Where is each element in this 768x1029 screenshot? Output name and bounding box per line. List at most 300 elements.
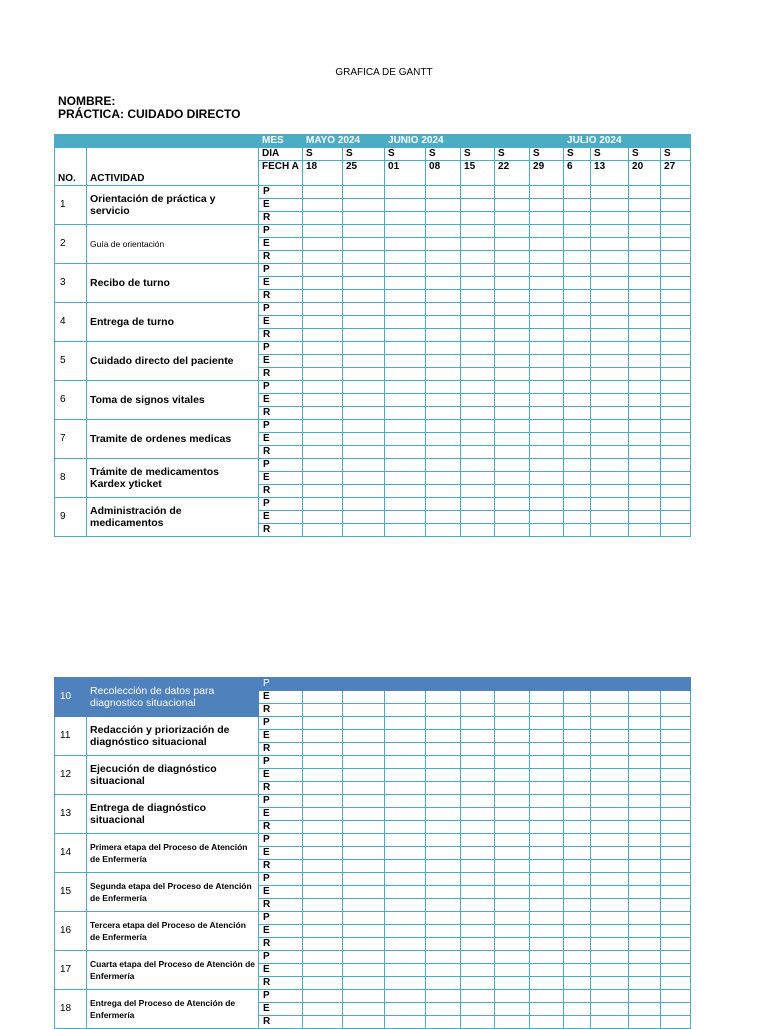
- schedule-cell: [495, 717, 530, 730]
- code-cell: P: [259, 912, 303, 925]
- date-cell: 29: [530, 161, 564, 186]
- schedule-cell: [461, 446, 495, 459]
- activity-number: 13: [55, 795, 87, 834]
- schedule-cell: [303, 472, 343, 485]
- activity-name: Recibo de turno: [87, 264, 259, 303]
- code-cell: P: [259, 678, 303, 691]
- schedule-cell: [661, 1003, 691, 1016]
- schedule-cell: [385, 407, 426, 420]
- date-cell: 01: [385, 161, 426, 186]
- code-cell: R: [259, 446, 303, 459]
- schedule-cell: [461, 990, 495, 1003]
- schedule-cell: [426, 199, 461, 212]
- activity-name: Recolección de datos para diagnostico situacional: [87, 678, 259, 717]
- schedule-cell: [385, 381, 426, 394]
- schedule-cell: [530, 316, 564, 329]
- schedule-cell: [426, 743, 461, 756]
- schedule-cell: [343, 524, 385, 537]
- schedule-cell: [591, 186, 629, 199]
- schedule-cell: [303, 407, 343, 420]
- schedule-cell: [385, 756, 426, 769]
- month-june: JUNIO 2024: [385, 135, 564, 148]
- schedule-cell: [303, 782, 343, 795]
- schedule-cell: [426, 433, 461, 446]
- activity-number: 1: [55, 186, 87, 225]
- day-cell: S: [530, 148, 564, 161]
- schedule-cell: [629, 860, 661, 873]
- schedule-cell: [564, 238, 591, 251]
- schedule-cell: [461, 808, 495, 821]
- schedule-cell: [343, 303, 385, 316]
- schedule-cell: [385, 524, 426, 537]
- activity-row: [55, 264, 691, 277]
- activity-row: [55, 381, 691, 394]
- schedule-cell: [661, 795, 691, 808]
- code-cell: E: [259, 847, 303, 860]
- schedule-cell: [530, 186, 564, 199]
- date-cell: 22: [495, 161, 530, 186]
- schedule-cell: [564, 329, 591, 342]
- schedule-cell: [343, 691, 385, 704]
- schedule-cell: [530, 782, 564, 795]
- schedule-cell: [426, 316, 461, 329]
- schedule-cell: [303, 873, 343, 886]
- schedule-cell: [426, 1003, 461, 1016]
- schedule-cell: [661, 355, 691, 368]
- schedule-cell: [564, 886, 591, 899]
- schedule-cell: [303, 186, 343, 199]
- code-cell: R: [259, 368, 303, 381]
- schedule-cell: [661, 730, 691, 743]
- schedule-cell: [591, 782, 629, 795]
- schedule-cell: [385, 704, 426, 717]
- schedule-cell: [426, 407, 461, 420]
- schedule-cell: [495, 730, 530, 743]
- schedule-cell: [629, 199, 661, 212]
- schedule-cell: [303, 1003, 343, 1016]
- schedule-cell: [530, 1016, 564, 1029]
- schedule-cell: [303, 511, 343, 524]
- schedule-cell: [530, 472, 564, 485]
- schedule-cell: [426, 212, 461, 225]
- schedule-cell: [629, 472, 661, 485]
- schedule-cell: [495, 743, 530, 756]
- schedule-cell: [564, 186, 591, 199]
- activity-name: Guía de orientación: [87, 225, 259, 264]
- schedule-cell: [461, 782, 495, 795]
- schedule-cell: [564, 433, 591, 446]
- schedule-cell: [564, 795, 591, 808]
- schedule-cell: [629, 329, 661, 342]
- schedule-cell: [564, 873, 591, 886]
- activity-name: Entrega de turno: [87, 303, 259, 342]
- schedule-cell: [495, 394, 530, 407]
- schedule-cell: [461, 433, 495, 446]
- schedule-cell: [564, 368, 591, 381]
- schedule-cell: [426, 290, 461, 303]
- schedule-cell: [564, 938, 591, 951]
- schedule-cell: [591, 821, 629, 834]
- schedule-cell: [461, 717, 495, 730]
- schedule-cell: [564, 808, 591, 821]
- schedule-cell: [303, 316, 343, 329]
- schedule-cell: [661, 678, 691, 691]
- code-cell: R: [259, 743, 303, 756]
- code-cell: P: [259, 420, 303, 433]
- code-cell: E: [259, 316, 303, 329]
- schedule-cell: [385, 199, 426, 212]
- schedule-cell: [461, 795, 495, 808]
- schedule-cell: [343, 730, 385, 743]
- code-cell: R: [259, 899, 303, 912]
- code-cell: E: [259, 691, 303, 704]
- schedule-cell: [661, 834, 691, 847]
- schedule-cell: [426, 459, 461, 472]
- schedule-cell: [661, 938, 691, 951]
- schedule-cell: [303, 394, 343, 407]
- schedule-cell: [303, 342, 343, 355]
- schedule-cell: [591, 407, 629, 420]
- schedule-cell: [591, 704, 629, 717]
- day-cell: S: [461, 148, 495, 161]
- schedule-cell: [303, 251, 343, 264]
- schedule-cell: [661, 329, 691, 342]
- schedule-cell: [426, 277, 461, 290]
- code-cell: P: [259, 381, 303, 394]
- schedule-cell: [343, 860, 385, 873]
- schedule-cell: [564, 717, 591, 730]
- schedule-cell: [385, 717, 426, 730]
- schedule-cell: [461, 264, 495, 277]
- schedule-cell: [461, 472, 495, 485]
- schedule-cell: [343, 420, 385, 433]
- schedule-cell: [661, 316, 691, 329]
- schedule-cell: [591, 485, 629, 498]
- schedule-cell: [629, 238, 661, 251]
- schedule-cell: [530, 860, 564, 873]
- schedule-cell: [530, 355, 564, 368]
- schedule-cell: [530, 485, 564, 498]
- code-cell: R: [259, 329, 303, 342]
- schedule-cell: [426, 860, 461, 873]
- schedule-cell: [591, 938, 629, 951]
- schedule-cell: [461, 756, 495, 769]
- schedule-cell: [303, 899, 343, 912]
- code-cell: R: [259, 860, 303, 873]
- schedule-cell: [530, 303, 564, 316]
- schedule-cell: [661, 704, 691, 717]
- schedule-cell: [303, 834, 343, 847]
- schedule-cell: [343, 756, 385, 769]
- schedule-cell: [426, 420, 461, 433]
- schedule-cell: [564, 342, 591, 355]
- schedule-cell: [385, 290, 426, 303]
- schedule-cell: [629, 899, 661, 912]
- schedule-cell: [530, 730, 564, 743]
- schedule-cell: [385, 977, 426, 990]
- schedule-cell: [591, 769, 629, 782]
- schedule-cell: [530, 704, 564, 717]
- schedule-cell: [661, 394, 691, 407]
- activity-row: [55, 912, 691, 925]
- activity-number: 2: [55, 225, 87, 264]
- schedule-cell: [303, 821, 343, 834]
- code-cell: R: [259, 938, 303, 951]
- schedule-cell: [495, 756, 530, 769]
- schedule-cell: [591, 342, 629, 355]
- activity-number: 16: [55, 912, 87, 951]
- schedule-cell: [530, 912, 564, 925]
- schedule-cell: [530, 951, 564, 964]
- schedule-cell: [661, 290, 691, 303]
- code-cell: E: [259, 394, 303, 407]
- schedule-cell: [495, 186, 530, 199]
- code-cell: E: [259, 472, 303, 485]
- schedule-cell: [343, 912, 385, 925]
- code-cell: P: [259, 264, 303, 277]
- schedule-cell: [385, 795, 426, 808]
- schedule-cell: [495, 238, 530, 251]
- schedule-cell: [564, 290, 591, 303]
- schedule-cell: [426, 394, 461, 407]
- schedule-cell: [303, 303, 343, 316]
- schedule-cell: [591, 199, 629, 212]
- schedule-cell: [530, 225, 564, 238]
- schedule-cell: [303, 199, 343, 212]
- schedule-cell: [495, 420, 530, 433]
- schedule-cell: [495, 251, 530, 264]
- schedule-cell: [495, 795, 530, 808]
- schedule-cell: [530, 433, 564, 446]
- fecha-label: FECH A: [259, 161, 303, 186]
- schedule-cell: [461, 342, 495, 355]
- schedule-cell: [385, 899, 426, 912]
- schedule-cell: [385, 498, 426, 511]
- schedule-cell: [385, 860, 426, 873]
- activity-row: [55, 678, 691, 691]
- schedule-cell: [564, 524, 591, 537]
- schedule-cell: [385, 743, 426, 756]
- schedule-cell: [661, 912, 691, 925]
- schedule-cell: [495, 511, 530, 524]
- schedule-cell: [461, 977, 495, 990]
- schedule-cell: [564, 212, 591, 225]
- schedule-cell: [661, 459, 691, 472]
- schedule-cell: [661, 860, 691, 873]
- schedule-cell: [564, 964, 591, 977]
- schedule-cell: [303, 704, 343, 717]
- schedule-cell: [629, 251, 661, 264]
- schedule-cell: [564, 847, 591, 860]
- schedule-cell: [303, 238, 343, 251]
- activity-number: 4: [55, 303, 87, 342]
- schedule-cell: [385, 834, 426, 847]
- schedule-cell: [426, 446, 461, 459]
- schedule-cell: [564, 472, 591, 485]
- schedule-cell: [343, 990, 385, 1003]
- schedule-cell: [629, 1003, 661, 1016]
- schedule-cell: [591, 977, 629, 990]
- schedule-cell: [461, 355, 495, 368]
- schedule-cell: [426, 303, 461, 316]
- schedule-cell: [564, 990, 591, 1003]
- schedule-cell: [629, 446, 661, 459]
- schedule-cell: [530, 381, 564, 394]
- schedule-cell: [629, 277, 661, 290]
- schedule-cell: [461, 743, 495, 756]
- schedule-cell: [461, 329, 495, 342]
- schedule-cell: [629, 420, 661, 433]
- schedule-cell: [564, 381, 591, 394]
- schedule-cell: [426, 511, 461, 524]
- code-cell: P: [259, 498, 303, 511]
- schedule-cell: [303, 212, 343, 225]
- schedule-cell: [495, 264, 530, 277]
- schedule-cell: [426, 498, 461, 511]
- schedule-cell: [495, 459, 530, 472]
- schedule-cell: [629, 756, 661, 769]
- schedule-cell: [591, 459, 629, 472]
- schedule-cell: [343, 355, 385, 368]
- schedule-cell: [426, 808, 461, 821]
- schedule-cell: [661, 420, 691, 433]
- schedule-cell: [343, 446, 385, 459]
- schedule-cell: [385, 368, 426, 381]
- activity-name: Toma de signos vitales: [87, 381, 259, 420]
- activity-row: [55, 717, 691, 730]
- code-cell: E: [259, 730, 303, 743]
- schedule-cell: [303, 498, 343, 511]
- schedule-cell: [629, 511, 661, 524]
- schedule-cell: [343, 459, 385, 472]
- activity-number: 17: [55, 951, 87, 990]
- schedule-cell: [303, 420, 343, 433]
- schedule-cell: [461, 847, 495, 860]
- code-cell: R: [259, 212, 303, 225]
- schedule-cell: [629, 990, 661, 1003]
- schedule-cell: [564, 730, 591, 743]
- activity-name: Ejecución de diagnóstico situacional: [87, 756, 259, 795]
- schedule-cell: [343, 472, 385, 485]
- date-cell: 08: [426, 161, 461, 186]
- activity-number: 7: [55, 420, 87, 459]
- day-cell: S: [661, 148, 691, 161]
- schedule-cell: [303, 730, 343, 743]
- schedule-cell: [629, 433, 661, 446]
- schedule-cell: [629, 381, 661, 394]
- activity-row: [55, 342, 691, 355]
- schedule-cell: [495, 899, 530, 912]
- schedule-cell: [591, 472, 629, 485]
- schedule-cell: [303, 691, 343, 704]
- schedule-cell: [461, 225, 495, 238]
- schedule-cell: [530, 795, 564, 808]
- schedule-cell: [343, 485, 385, 498]
- schedule-cell: [629, 873, 661, 886]
- schedule-cell: [591, 886, 629, 899]
- code-cell: P: [259, 834, 303, 847]
- schedule-cell: [343, 899, 385, 912]
- schedule-cell: [591, 925, 629, 938]
- schedule-cell: [426, 329, 461, 342]
- schedule-cell: [426, 873, 461, 886]
- schedule-cell: [461, 1003, 495, 1016]
- schedule-cell: [661, 1016, 691, 1029]
- schedule-cell: [629, 303, 661, 316]
- schedule-cell: [629, 704, 661, 717]
- schedule-cell: [530, 524, 564, 537]
- schedule-cell: [303, 964, 343, 977]
- no-header: NO.: [55, 148, 87, 186]
- schedule-cell: [495, 1016, 530, 1029]
- schedule-cell: [530, 238, 564, 251]
- schedule-cell: [385, 277, 426, 290]
- schedule-cell: [343, 873, 385, 886]
- schedule-cell: [461, 381, 495, 394]
- schedule-cell: [495, 1003, 530, 1016]
- schedule-cell: [629, 964, 661, 977]
- schedule-cell: [303, 355, 343, 368]
- code-cell: E: [259, 925, 303, 938]
- schedule-cell: [629, 407, 661, 420]
- schedule-cell: [303, 277, 343, 290]
- schedule-cell: [495, 769, 530, 782]
- schedule-cell: [303, 264, 343, 277]
- activity-name: Redacción y priorización de diagnóstico situacional: [87, 717, 259, 756]
- schedule-cell: [661, 225, 691, 238]
- schedule-cell: [564, 951, 591, 964]
- schedule-cell: [426, 381, 461, 394]
- schedule-cell: [385, 964, 426, 977]
- schedule-cell: [564, 225, 591, 238]
- schedule-cell: [661, 433, 691, 446]
- schedule-cell: [461, 925, 495, 938]
- schedule-cell: [343, 951, 385, 964]
- schedule-cell: [530, 769, 564, 782]
- schedule-cell: [629, 342, 661, 355]
- schedule-cell: [461, 316, 495, 329]
- activity-number: 12: [55, 756, 87, 795]
- schedule-cell: [530, 498, 564, 511]
- schedule-cell: [385, 678, 426, 691]
- schedule-cell: [629, 769, 661, 782]
- schedule-cell: [564, 485, 591, 498]
- code-cell: E: [259, 511, 303, 524]
- schedule-cell: [303, 808, 343, 821]
- code-cell: E: [259, 433, 303, 446]
- schedule-cell: [343, 186, 385, 199]
- code-cell: E: [259, 808, 303, 821]
- schedule-cell: [591, 446, 629, 459]
- code-cell: E: [259, 964, 303, 977]
- activity-row: [55, 420, 691, 433]
- activity-number: 10: [55, 678, 87, 717]
- schedule-cell: [661, 899, 691, 912]
- schedule-cell: [385, 446, 426, 459]
- schedule-cell: [591, 730, 629, 743]
- schedule-cell: [495, 290, 530, 303]
- schedule-cell: [461, 938, 495, 951]
- schedule-cell: [385, 782, 426, 795]
- schedule-cell: [385, 342, 426, 355]
- schedule-cell: [461, 912, 495, 925]
- code-cell: P: [259, 717, 303, 730]
- schedule-cell: [385, 420, 426, 433]
- schedule-cell: [385, 316, 426, 329]
- schedule-cell: [385, 769, 426, 782]
- activity-name: Primera etapa del Proceso de Atención de Enfermería: [87, 834, 259, 873]
- schedule-cell: [629, 264, 661, 277]
